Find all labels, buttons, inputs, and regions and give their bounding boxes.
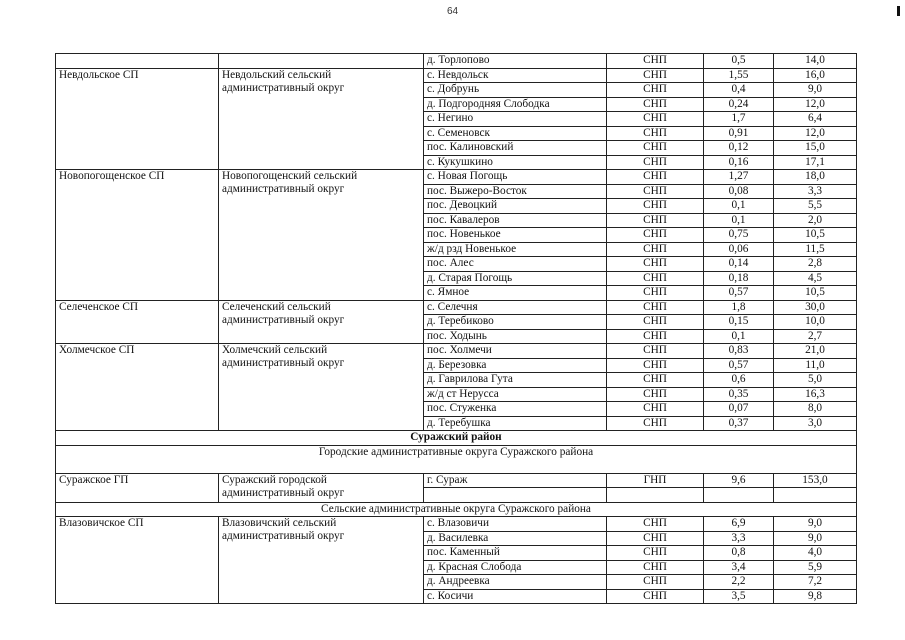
- type-cell: ГНП: [607, 473, 704, 488]
- type-cell: СНП: [607, 344, 704, 359]
- area-cell: 0,12: [704, 141, 774, 156]
- distance-cell: 8,0: [774, 402, 857, 417]
- distance-cell: 12,0: [774, 97, 857, 112]
- settlement-cell: пос. Алес: [424, 257, 607, 272]
- settlement-cell: д. Березовка: [424, 358, 607, 373]
- sp-cell: Селеченское СП: [56, 300, 219, 344]
- subheading-row: [56, 502, 857, 517]
- settlement-cell: д. Красная Слобода: [424, 560, 607, 575]
- type-cell: СНП: [607, 170, 704, 185]
- distance-cell: 5,5: [774, 199, 857, 214]
- settlement-cell: д. Андреевка: [424, 575, 607, 590]
- area-cell: 0,14: [704, 257, 774, 272]
- area-cell: 9,6: [704, 473, 774, 488]
- settlement-cell: д. Гаврилова Гута: [424, 373, 607, 388]
- distance-cell: 30,0: [774, 300, 857, 315]
- table-row: [56, 473, 857, 488]
- sp-cell: Суражское ГП: [56, 473, 219, 502]
- type-cell: СНП: [607, 387, 704, 402]
- type-cell: СНП: [607, 517, 704, 532]
- type-cell: СНП: [607, 416, 704, 431]
- distance-cell: 5,0: [774, 373, 857, 388]
- area-cell: 0,07: [704, 402, 774, 417]
- type-cell: СНП: [607, 315, 704, 330]
- type-cell: СНП: [607, 589, 704, 604]
- type-cell: СНП: [607, 112, 704, 127]
- type-cell: СНП: [607, 358, 704, 373]
- type-cell: СНП: [607, 141, 704, 156]
- area-cell: 0,1: [704, 199, 774, 214]
- type-cell: СНП: [607, 286, 704, 301]
- type-cell: СНП: [607, 546, 704, 561]
- settlement-cell: пос. Стуженка: [424, 402, 607, 417]
- distance-cell: 3,0: [774, 416, 857, 431]
- sp-cell: Новопогощенское СП: [56, 170, 219, 301]
- area-cell: [704, 488, 774, 503]
- area-cell: 0,83: [704, 344, 774, 359]
- settlement-cell: пос. Кавалеров: [424, 213, 607, 228]
- distance-cell: 2,8: [774, 257, 857, 272]
- okrug-cell: Невдольский сельский административный округ: [219, 68, 424, 170]
- type-cell: СНП: [607, 83, 704, 98]
- distance-cell: 9,0: [774, 517, 857, 532]
- settlement-cell: с. Селечня: [424, 300, 607, 315]
- settlement-cell: ж/д рзд Новенькое: [424, 242, 607, 257]
- distance-cell: 6,4: [774, 112, 857, 127]
- settlement-cell: с. Добрунь: [424, 83, 607, 98]
- type-cell: СНП: [607, 155, 704, 170]
- settlement-cell: пос. Каменный: [424, 546, 607, 561]
- distance-cell: 17,1: [774, 155, 857, 170]
- settlement-cell: с. Влазовичи: [424, 517, 607, 532]
- distance-cell: 11,5: [774, 242, 857, 257]
- area-cell: 3,4: [704, 560, 774, 575]
- area-cell: 2,2: [704, 575, 774, 590]
- settlement-cell: пос. Девоцкий: [424, 199, 607, 214]
- settlement-cell: [424, 488, 607, 503]
- okrug-cell: Селеченский сельский административный округ: [219, 300, 424, 344]
- type-cell: СНП: [607, 242, 704, 257]
- okrug-cell: [219, 54, 424, 69]
- distance-cell: 16,3: [774, 387, 857, 402]
- settlement-cell: пос. Калиновский: [424, 141, 607, 156]
- distance-cell: 14,0: [774, 54, 857, 69]
- area-cell: 0,16: [704, 155, 774, 170]
- distance-cell: 2,0: [774, 213, 857, 228]
- area-cell: 0,57: [704, 358, 774, 373]
- distance-cell: [774, 488, 857, 503]
- settlement-cell: с. Косичи: [424, 589, 607, 604]
- type-cell: СНП: [607, 560, 704, 575]
- distance-cell: 153,0: [774, 473, 857, 488]
- settlement-cell: пос. Выжеро-Восток: [424, 184, 607, 199]
- sp-cell: Влазовичское СП: [56, 517, 219, 604]
- settlement-cell: пос. Ходынь: [424, 329, 607, 344]
- table-row: [56, 68, 857, 83]
- settlement-cell: с. Семеновск: [424, 126, 607, 141]
- distance-cell: 4,0: [774, 546, 857, 561]
- section-subheading: Городские административные округа Суражского района: [56, 445, 857, 473]
- distance-cell: 10,5: [774, 228, 857, 243]
- area-cell: 1,27: [704, 170, 774, 185]
- area-cell: 1,55: [704, 68, 774, 83]
- type-cell: СНП: [607, 300, 704, 315]
- settlement-cell: с. Негино: [424, 112, 607, 127]
- distance-cell: 12,0: [774, 126, 857, 141]
- district-row: [56, 431, 857, 446]
- distance-cell: 7,2: [774, 575, 857, 590]
- page-number: 64: [446, 6, 459, 17]
- sp-cell: Холмечское СП: [56, 344, 219, 431]
- area-cell: 6,9: [704, 517, 774, 532]
- table-row: [56, 300, 857, 315]
- area-cell: 1,7: [704, 112, 774, 127]
- distance-cell: 9,0: [774, 531, 857, 546]
- type-cell: СНП: [607, 97, 704, 112]
- distance-cell: 5,9: [774, 560, 857, 575]
- distance-cell: 3,3: [774, 184, 857, 199]
- distance-cell: 10,0: [774, 315, 857, 330]
- settlement-cell: с. Кукушкино: [424, 155, 607, 170]
- sp-cell: [56, 54, 219, 69]
- type-cell: СНП: [607, 126, 704, 141]
- settlement-cell: д. Теребиково: [424, 315, 607, 330]
- type-cell: СНП: [607, 54, 704, 69]
- distance-cell: 4,5: [774, 271, 857, 286]
- okrug-cell: Суражский городской административный округ: [219, 473, 424, 502]
- area-cell: 0,1: [704, 329, 774, 344]
- settlement-cell: д. Торлопово: [424, 54, 607, 69]
- area-cell: 0,5: [704, 54, 774, 69]
- area-cell: 0,24: [704, 97, 774, 112]
- okrug-cell: Новопогощенский сельский административный округ: [219, 170, 424, 301]
- type-cell: СНП: [607, 213, 704, 228]
- area-cell: 0,57: [704, 286, 774, 301]
- area-cell: 0,8: [704, 546, 774, 561]
- scan-edge-mark: [897, 6, 900, 16]
- area-cell: 0,06: [704, 242, 774, 257]
- area-cell: 0,15: [704, 315, 774, 330]
- distance-cell: 2,7: [774, 329, 857, 344]
- table-row: [56, 170, 857, 185]
- settlement-cell: с. Невдольск: [424, 68, 607, 83]
- settlement-cell: д. Теребушка: [424, 416, 607, 431]
- settlements-table: [55, 53, 857, 604]
- area-cell: 0,1: [704, 213, 774, 228]
- area-cell: 3,3: [704, 531, 774, 546]
- settlement-cell: д. Василевка: [424, 531, 607, 546]
- type-cell: СНП: [607, 402, 704, 417]
- okrug-cell: Влазовичский сельский административный округ: [219, 517, 424, 604]
- distance-cell: 10,5: [774, 286, 857, 301]
- area-cell: 0,91: [704, 126, 774, 141]
- settlement-cell: пос. Новенькое: [424, 228, 607, 243]
- type-cell: СНП: [607, 373, 704, 388]
- settlement-cell: ж/д ст Нерусса: [424, 387, 607, 402]
- sp-cell: Невдольское СП: [56, 68, 219, 170]
- settlement-cell: пос. Холмечи: [424, 344, 607, 359]
- distance-cell: 18,0: [774, 170, 857, 185]
- area-cell: 0,75: [704, 228, 774, 243]
- area-cell: 0,35: [704, 387, 774, 402]
- area-cell: 3,5: [704, 589, 774, 604]
- type-cell: СНП: [607, 329, 704, 344]
- table-row: [56, 517, 857, 532]
- distance-cell: 21,0: [774, 344, 857, 359]
- type-cell: СНП: [607, 575, 704, 590]
- area-cell: 0,6: [704, 373, 774, 388]
- section-subheading: Сельские административные округа Суражского района: [56, 502, 857, 517]
- settlement-cell: д. Подгородняя Слободка: [424, 97, 607, 112]
- area-cell: 0,4: [704, 83, 774, 98]
- table-row: [56, 344, 857, 359]
- area-cell: 0,18: [704, 271, 774, 286]
- area-cell: 0,08: [704, 184, 774, 199]
- type-cell: СНП: [607, 257, 704, 272]
- table-row: [56, 54, 857, 69]
- type-cell: [607, 488, 704, 503]
- distance-cell: 9,8: [774, 589, 857, 604]
- type-cell: СНП: [607, 271, 704, 286]
- area-cell: 1,8: [704, 300, 774, 315]
- settlement-cell: с. Ямное: [424, 286, 607, 301]
- distance-cell: 15,0: [774, 141, 857, 156]
- type-cell: СНП: [607, 228, 704, 243]
- type-cell: СНП: [607, 68, 704, 83]
- settlement-cell: с. Новая Погощь: [424, 170, 607, 185]
- distance-cell: 9,0: [774, 83, 857, 98]
- okrug-cell: Холмечский сельский административный округ: [219, 344, 424, 431]
- settlement-cell: д. Старая Погощь: [424, 271, 607, 286]
- settlement-cell: г. Сураж: [424, 473, 607, 488]
- area-cell: 0,37: [704, 416, 774, 431]
- type-cell: СНП: [607, 184, 704, 199]
- distance-cell: 11,0: [774, 358, 857, 373]
- subheading-row: [56, 445, 857, 473]
- type-cell: СНП: [607, 531, 704, 546]
- district-heading: Суражский район: [56, 431, 857, 446]
- distance-cell: 16,0: [774, 68, 857, 83]
- type-cell: СНП: [607, 199, 704, 214]
